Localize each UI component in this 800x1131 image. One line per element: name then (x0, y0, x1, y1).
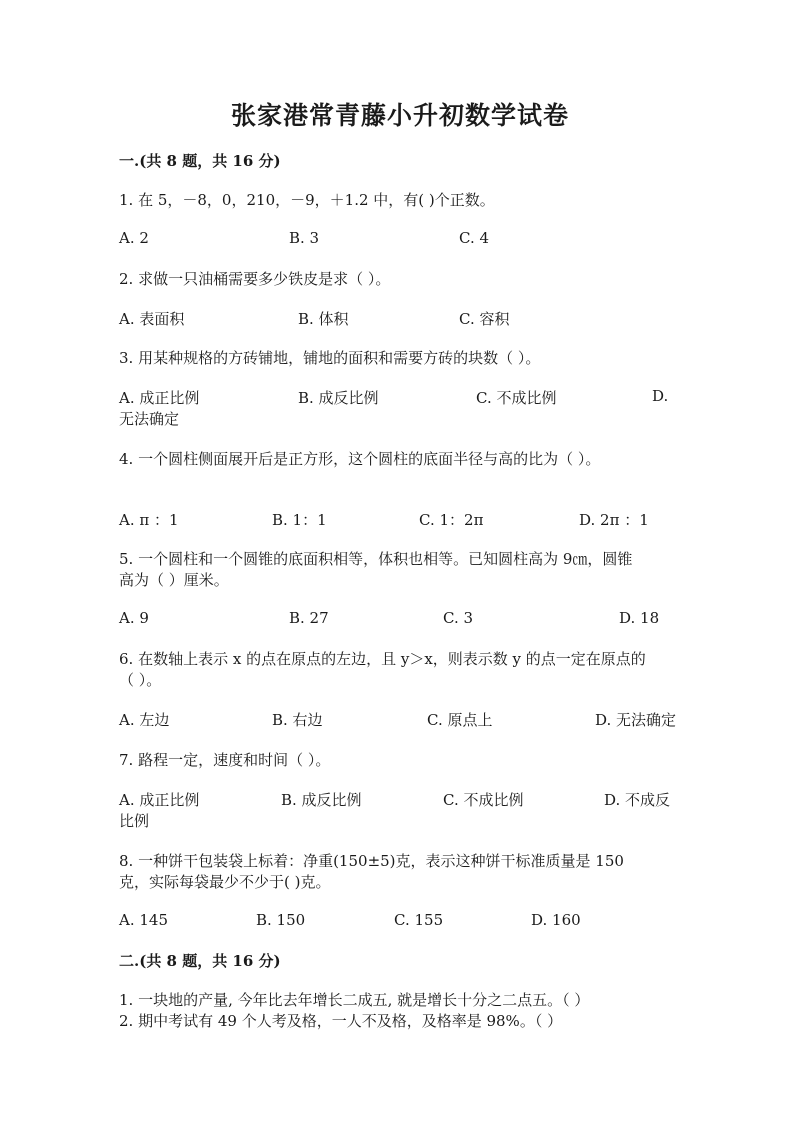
question-5-option-b: B. 27 (289, 609, 329, 627)
question-3-option-d: D. (652, 387, 669, 405)
question-6-option-a: A. 左边 (119, 711, 170, 729)
question-7: 7. 路程一定，速度和时间（ ）。 (119, 751, 331, 769)
question-3: 3. 用某种规格的方砖铺地，铺地的面积和需要方砖的块数（ ）。 (119, 349, 541, 367)
question-6-option-c: C. 原点上 (427, 711, 493, 729)
question-3-option-d-text: 无法确定 (119, 410, 180, 428)
question-3-option-c: C. 不成比例 (476, 389, 557, 407)
question-8-line-2: 克，实际每袋最少不少于( )克。 (119, 873, 331, 891)
question-1-option-c: C. 4 (459, 229, 490, 247)
judgement-1: 1. 一块地的产量, 今年比去年增长二成五, 就是增长十分之二点五。（ ） (119, 991, 590, 1009)
question-5-option-c: C. 3 (443, 609, 474, 627)
question-6-line-2: （ ）。 (119, 671, 162, 689)
question-4-option-a: A. π ：1 (119, 511, 179, 529)
question-4: 4. 一个圆柱侧面展开后是正方形，这个圆柱的底面半径与高的比为（ ）。 (119, 450, 601, 468)
question-4-option-b: B. 1：1 (272, 511, 327, 529)
question-7-option-d: D. 不成反 (604, 791, 671, 809)
question-7-option-a: A. 成正比例 (119, 791, 200, 809)
question-2-option-b: B. 体积 (298, 310, 349, 328)
question-7-option-d-text: 比例 (119, 812, 150, 830)
question-1-option-a: A. 2 (119, 229, 149, 247)
question-1-option-b: B. 3 (289, 229, 320, 247)
question-2-option-c: C. 容积 (459, 310, 510, 328)
question-3-option-a: A. 成正比例 (119, 389, 200, 407)
question-8-option-b: B. 150 (256, 911, 306, 929)
question-2: 2. 求做一只油桶需要多少铁皮是求（ ）。 (119, 270, 391, 288)
question-4-option-c: C. 1：2π (419, 511, 484, 529)
question-7-option-b: B. 成反比例 (281, 791, 362, 809)
question-5-option-d: D. 18 (619, 609, 660, 627)
question-8-option-c: C. 155 (394, 911, 444, 929)
question-6-line-1: 6. 在数轴上表示 x 的点在原点的左边，且 y＞x，则表示数 y 的点一定在原点的 (119, 650, 646, 668)
question-5-line-2: 高为（ ）厘米。 (119, 571, 229, 589)
question-8-option-d: D. 160 (531, 911, 581, 929)
question-5-line-1: 5. 一个圆柱和一个圆锥的底面积相等，体积也相等。已知圆柱高为 9㎝，圆锥 (119, 550, 633, 568)
question-4-option-d: D. 2π ：1 (579, 511, 649, 529)
section-heading-2: 二.(共 8 题，共 16 分) (119, 952, 281, 970)
question-1: 1. 在 5，－8，0，210，－9，＋1.2 中，有( )个正数。 (119, 191, 495, 209)
question-2-option-a: A. 表面积 (119, 310, 185, 328)
question-5-option-a: A. 9 (119, 609, 149, 627)
question-8-line-1: 8. 一种饼干包装袋上标着：净重(150±5)克，表示这种饼干标准质量是 150 (119, 852, 624, 870)
question-3-option-b: B. 成反比例 (298, 389, 379, 407)
question-6-option-b: B. 右边 (272, 711, 323, 729)
judgement-2: 2. 期中考试有 49 个人考及格，一人不及格，及格率是 98%。（ ） (119, 1012, 563, 1030)
question-7-option-c: C. 不成比例 (443, 791, 524, 809)
question-8-option-a: A. 145 (119, 911, 168, 929)
page-title: 张家港常青藤小升初数学试卷 (230, 101, 569, 130)
section-heading-1: 一.(共 8 题，共 16 分) (119, 152, 281, 170)
question-6-option-d: D. 无法确定 (595, 711, 677, 729)
